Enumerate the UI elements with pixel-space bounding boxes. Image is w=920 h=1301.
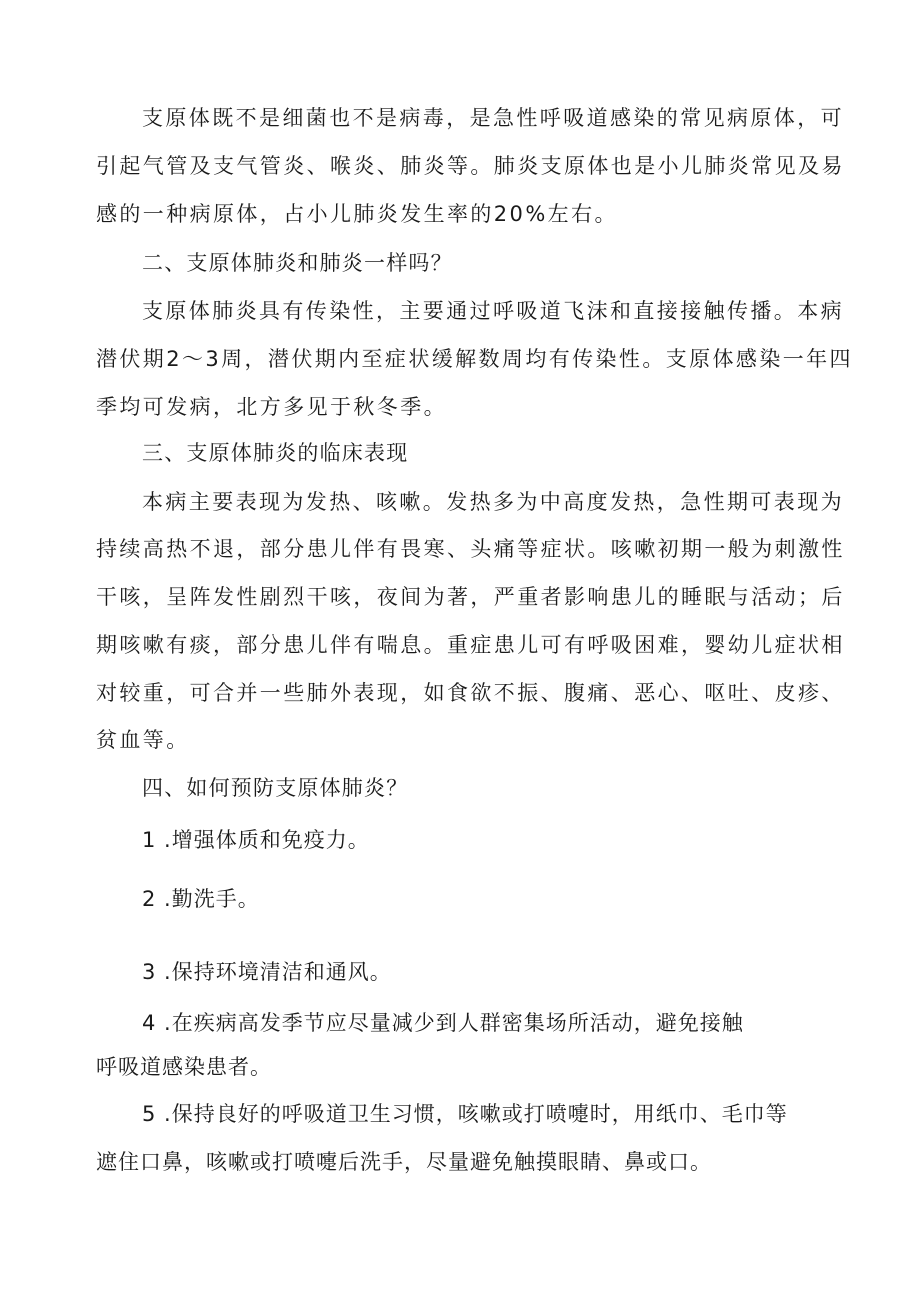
section-2-heading: 二、支原体肺炎和肺炎一样吗？ [142, 251, 453, 275]
section-3-line-5: 对较重，可合并一些肺外表现，如食欲不振、腹痛、恶心、呕吐、皮疹、 [96, 681, 845, 705]
section-2-line-3: 季均可发病，北方多见于秋冬季。 [96, 395, 447, 419]
prevention-item-2: 2 .勤洗手。 [142, 887, 260, 911]
intro-line-1: 支原体既不是细菌也不是病毒，是急性呼吸道感染的常见病原体，可 [142, 106, 844, 130]
section-3-heading: 三、支原体肺炎的临床表现 [142, 441, 409, 465]
section-2-line-1: 支原体肺炎具有传染性，主要通过呼吸道飞沫和直接接触传播。本病 [142, 299, 844, 323]
prevention-item-4: 4 .在疾病高发季节应尽量减少到人群密集场所活动，避免接触 [142, 1011, 744, 1035]
prevention-item-1: 1 .增强体质和免疫力。 [142, 828, 370, 852]
intro-line-2: 引起气管及支气管炎、喉炎、肺炎等。肺炎支原体也是小儿肺炎常见及易 [96, 154, 845, 178]
section-3-line-3: 干咳，呈阵发性剧烈干咳，夜间为著，严重者影响患儿的睡眠与活动；后 [96, 585, 845, 609]
section-2-line-2: 潜伏期2～3周，潜伏期内至症状缓解数周均有传染性。支原体感染一年四 [96, 347, 853, 371]
prevention-item-5: 5 .保持良好的呼吸道卫生习惯，咳嗽或打喷嚏时，用纸巾、毛巾等 [142, 1102, 788, 1126]
intro-line-3: 感的一种病原体，占小儿肺炎发生率的20%左右。 [96, 202, 618, 226]
prevention-item-5-cont: 遮住口鼻，咳嗽或打喷嚏后洗手，尽量避免触摸眼睛、鼻或口。 [96, 1150, 712, 1174]
prevention-item-3: 3 .保持环境清洁和通风。 [142, 960, 392, 984]
prevention-item-4-cont: 呼吸道感染患者。 [96, 1055, 272, 1079]
section-4-heading: 四、如何预防支原体肺炎？ [142, 776, 409, 800]
section-3-line-1: 本病主要表现为发热、咳嗽。发热多为中高度发热，急性期可表现为 [142, 490, 844, 514]
section-3-line-2: 持续高热不退，部分患儿伴有畏寒、头痛等症状。咳嗽初期一般为刺激性 [96, 537, 845, 561]
section-3-line-6: 贫血等。 [96, 728, 190, 752]
section-3-line-4: 期咳嗽有痰，部分患儿伴有喘息。重症患儿可有呼吸困难，婴幼儿症状相 [96, 633, 845, 657]
